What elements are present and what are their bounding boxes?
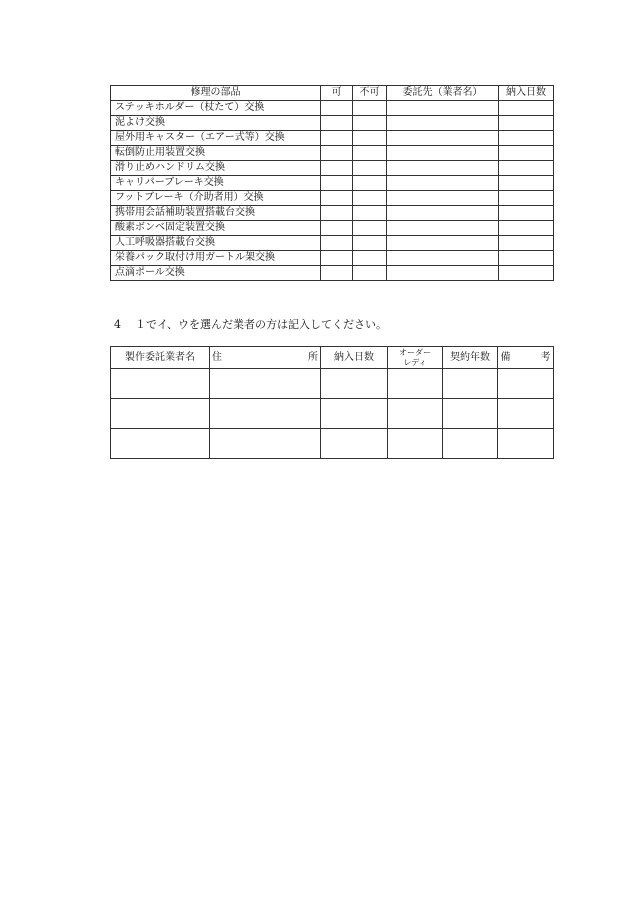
contractor-cell[interactable] [387,176,499,191]
repair-part-label: 泥よけ交換 [111,116,321,131]
repair-row [111,176,554,191]
order-line-2: レディ [403,357,427,367]
impossible-cell[interactable] [353,161,387,176]
manufacturer-row [111,369,554,399]
impossible-cell[interactable] [353,131,387,146]
repair-part-label: フットブレーキ（介助者用）交換 [111,191,321,206]
manufacturer-name-cell[interactable] [111,399,210,429]
question-text: １でイ、ウを選んだ業者の方は記入してください。 [135,318,388,331]
possible-cell[interactable] [321,191,353,206]
repair-parts-table [110,85,554,281]
repair-table-header-row [111,86,554,101]
delivery-days-cell[interactable] [321,369,388,399]
contractor-cell[interactable] [387,161,499,176]
repair-row [111,266,554,281]
contract-years-cell[interactable] [443,399,498,429]
manufacturer-name-cell[interactable] [111,429,210,459]
manufacturer-name-cell[interactable] [111,369,210,399]
manufacturer-row [111,429,554,459]
possible-cell[interactable] [321,146,353,161]
repair-row [111,236,554,251]
impossible-cell[interactable] [353,176,387,191]
delivery-days-cell[interactable] [499,161,554,176]
repair-row [111,146,554,161]
delivery-days-cell[interactable] [499,116,554,131]
possible-cell[interactable] [321,116,353,131]
contractor-cell[interactable] [387,131,499,146]
contractor-cell[interactable] [387,146,499,161]
header-impossible: 不可 [353,86,387,101]
impossible-cell[interactable] [353,146,387,161]
contract-years-cell[interactable] [443,369,498,399]
contractor-cell[interactable] [387,101,499,116]
order-ready-cell[interactable] [388,369,443,399]
notes-cell[interactable] [498,429,554,459]
repair-part-label: キャリパーブレーキ交換 [111,176,321,191]
repair-part-label: 屋外用キャスター（エアー式等）交換 [111,131,321,146]
repair-part-label: 転倒防止用装置交換 [111,146,321,161]
notes-cell[interactable] [498,399,554,429]
repair-part-label: ステッキホルダー（杖たて）交換 [111,101,321,116]
contractor-cell[interactable] [387,266,499,281]
contractor-cell[interactable] [387,221,499,236]
possible-cell[interactable] [321,101,353,116]
manufacturer-table [110,346,561,459]
header-manufacturer-name: 製作委託業者名 [111,347,210,369]
delivery-days-cell[interactable] [499,146,554,161]
address-cell[interactable] [210,399,321,429]
repair-row [111,251,554,266]
delivery-days-cell[interactable] [321,399,388,429]
delivery-days-cell[interactable] [499,101,554,116]
header-delivery-days: 納入日数 [499,86,554,101]
contract-years-cell[interactable] [443,429,498,459]
possible-cell[interactable] [321,206,353,221]
delivery-days-cell[interactable] [499,221,554,236]
impossible-cell[interactable] [353,206,387,221]
impossible-cell[interactable] [353,236,387,251]
contractor-cell[interactable] [387,206,499,221]
delivery-days-cell[interactable] [499,251,554,266]
repair-part-label: 人工呼吸器搭載台交換 [111,236,321,251]
repair-row [111,131,554,146]
repair-part-label: 携帯用会話補助装置搭載台交換 [111,206,321,221]
repair-part-label: 滑り止めハンドリム交換 [111,161,321,176]
possible-cell[interactable] [321,266,353,281]
contractor-cell[interactable] [387,251,499,266]
header-address: 住 所 [210,347,321,369]
address-cell[interactable] [210,369,321,399]
repair-part-label: 点滴ポール交換 [111,266,321,281]
order-ready-cell[interactable] [388,399,443,429]
header-order-ready [388,347,443,369]
possible-cell[interactable] [321,251,353,266]
contractor-cell[interactable] [387,191,499,206]
impossible-cell[interactable] [353,191,387,206]
repair-row [111,116,554,131]
header-part: 修理の部品 [111,86,321,101]
possible-cell[interactable] [321,176,353,191]
impossible-cell[interactable] [353,116,387,131]
repair-row [111,221,554,236]
order-ready-cell[interactable] [388,429,443,459]
possible-cell[interactable] [321,161,353,176]
header-possible: 可 [321,86,353,101]
header-delivery-days: 納入日数 [321,347,388,369]
header-contract-years: 契約年数 [443,347,498,369]
header-notes: 備 考 [498,347,554,369]
header-contractor: 委託先（業者名） [387,86,499,101]
possible-cell[interactable] [321,236,353,251]
repair-row [111,206,554,221]
repair-row [111,161,554,176]
address-cell[interactable] [210,429,321,459]
impossible-cell[interactable] [353,251,387,266]
delivery-days-cell[interactable] [499,266,554,281]
question-number: 4 [114,318,121,331]
manufacturer-row [111,399,554,429]
possible-cell[interactable] [321,131,353,146]
contractor-cell[interactable] [387,116,499,131]
delivery-days-cell[interactable] [499,176,554,191]
repair-row [111,191,554,206]
question-4 [114,316,387,332]
impossible-cell[interactable] [353,266,387,281]
repair-part-label: 栄養パック取付け用ガートル架交換 [111,251,321,266]
impossible-cell[interactable] [353,101,387,116]
delivery-days-cell[interactable] [499,206,554,221]
contractor-cell[interactable] [387,236,499,251]
delivery-days-cell[interactable] [499,191,554,206]
repair-part-label: 酸素ボンベ固定装置交換 [111,221,321,236]
notes-cell[interactable] [498,369,554,399]
repair-row [111,101,554,116]
delivery-days-cell[interactable] [499,236,554,251]
delivery-days-cell[interactable] [499,131,554,146]
manufacturer-table-header-row [111,347,554,369]
delivery-days-cell[interactable] [321,429,388,459]
order-line-1: オーダー [399,347,431,357]
possible-cell[interactable] [321,221,353,236]
impossible-cell[interactable] [353,221,387,236]
